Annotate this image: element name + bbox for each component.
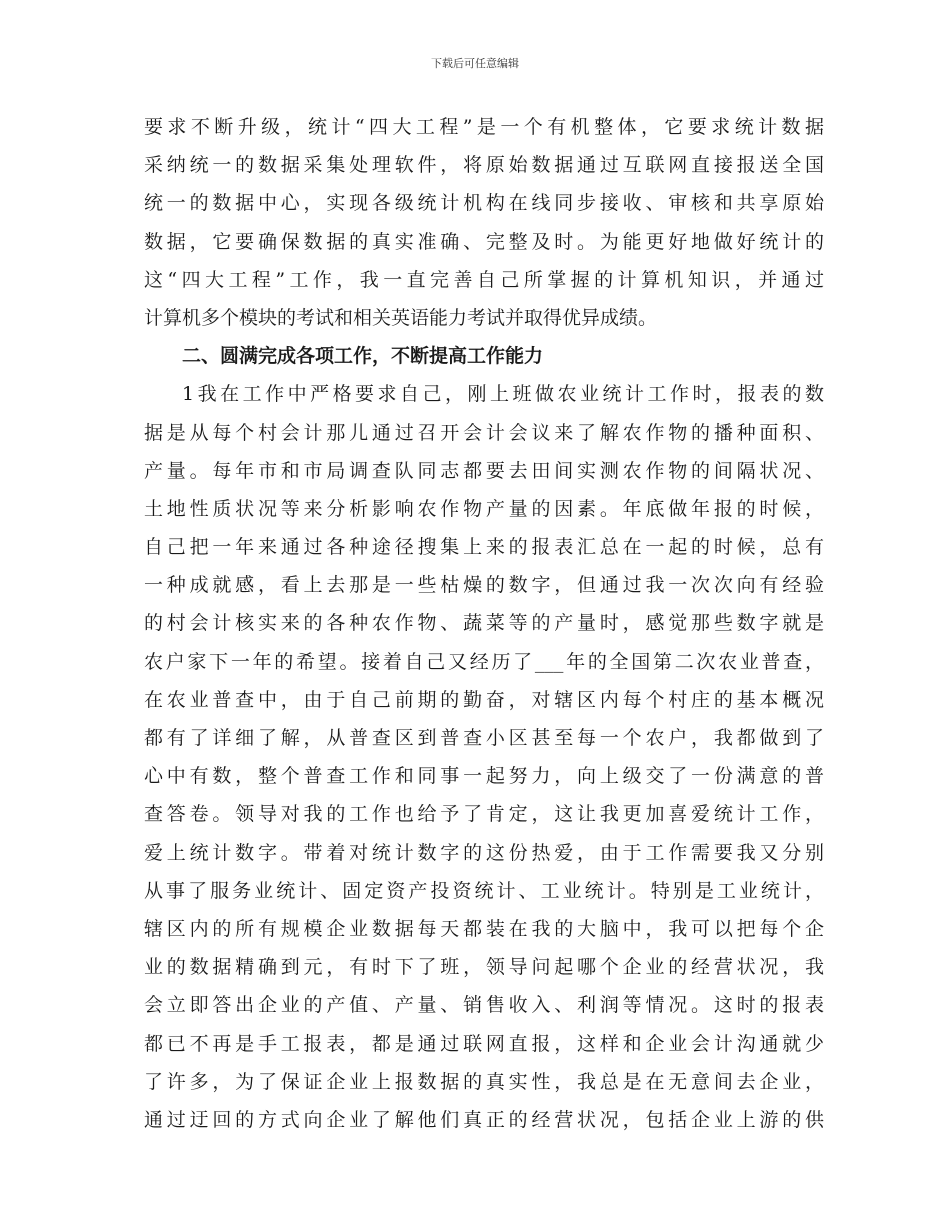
text-line: 1我在工作中严格要求自己，刚上班做农业统计工作时，报表的数 xyxy=(182,383,824,406)
text-line: 一种成就感，看上去那是一些枯燥的数字，但通过我一次次向有经验 xyxy=(144,574,824,597)
text-line: 产量。每年市和市局调查队同志都要去田间实测农作物的间隔状况、 xyxy=(144,459,824,482)
text-line: 自己把一年来通过各种途径搜集上来的报表汇总在一起的时候，总有 xyxy=(144,536,824,559)
text-line: 农户家下一年的希望。接着自己又经历了___年的全国第二次农业普查， xyxy=(144,650,824,673)
text-line: 要求不断升级，统计“四大工程”是一个有机整体，它要求统计数据 xyxy=(144,116,824,138)
page-header: 下载后可任意编辑 xyxy=(431,57,519,70)
text-line: 数据，它要确保数据的真实准确、完整及时。为能更好地做好统计的 xyxy=(144,230,824,253)
text-line: 心中有数，整个普查工作和同事一起努力，向上级交了一份满意的普 xyxy=(144,765,824,788)
document-body xyxy=(144,108,824,1139)
section-heading: 二、圆满完成各项工作，不断提高工作能力 xyxy=(182,345,544,368)
text-line: 土地性质状况等来分析影响农作物产量的因素。年底做年报的时候， xyxy=(144,497,824,520)
text-line: 统一的数据中心，实现各级统计机构在线同步接收、审核和共享原始 xyxy=(144,192,824,215)
text-line: 的村会计核实来的各种农作物、蔬菜等的产量时，感觉那些数字就是 xyxy=(144,612,824,635)
text-line: 采纳统一的数据采集处理软件，将原始数据通过互联网直接报送全国 xyxy=(144,154,824,177)
text-line: 辖区内的所有规模企业数据每天都装在我的大脑中，我可以把每个企 xyxy=(144,917,824,940)
text-line: 爱上统计数字。带着对统计数字的这份热爱，由于工作需要我又分别 xyxy=(144,841,824,864)
text-line: 都有了详细了解，从普查区到普查小区甚至每一个农户，我都做到了 xyxy=(144,727,824,749)
text-line: 业的数据精确到元，有时下了班，领导问起哪个企业的经营状况，我 xyxy=(144,956,824,979)
text-line: 查答卷。领导对我的工作也给予了肯定，这让我更加喜爱统计工作， xyxy=(144,803,824,826)
text-line: 这“四大工程”工作，我一直完善自己所掌握的计算机知识，并通过 xyxy=(144,268,824,291)
text-line: 据是从每个村会计那儿通过召开会计会议来了解农作物的播种面积、 xyxy=(144,421,824,444)
text-line: 计算机多个模块的考试和相关英语能力考试并取得优异成绩。 xyxy=(144,306,658,329)
text-line: 会立即答出企业的产值、产量、销售收入、利润等情况。这时的报表 xyxy=(144,994,824,1017)
text-line: 通过迂回的方式向企业了解他们真正的经营状况，包括企业上游的供 xyxy=(144,1108,824,1131)
text-line: 从事了服务业统计、固定资产投资统计、工业统计。特别是工业统计， xyxy=(144,879,824,902)
text-line: 在农业普查中，由于自己前期的勤奋，对辖区内每个村庄的基本概况 xyxy=(144,688,824,711)
text-line: 了许多，为了保证企业上报数据的真实性，我总是在无意间去企业， xyxy=(144,1070,824,1093)
text-line: 都已不再是手工报表，都是通过联网直报，这样和企业会计沟通就少 xyxy=(144,1032,824,1055)
